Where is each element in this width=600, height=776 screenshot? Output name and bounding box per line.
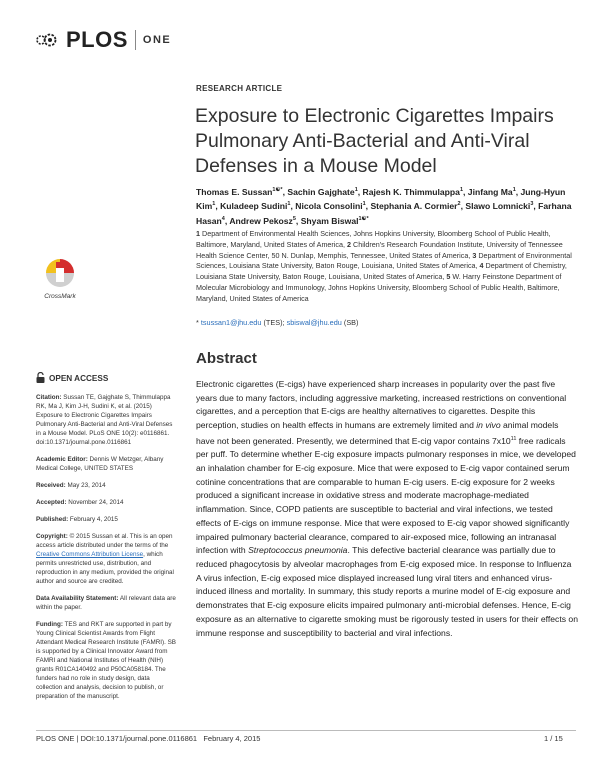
author-affiliation-marker: 5 bbox=[292, 215, 296, 222]
journal-name: ONE bbox=[142, 34, 172, 46]
author-name: Thomas E. Sussan bbox=[196, 186, 273, 197]
affiliation-text: Department of Environmental Sciences, Louisiana State University, Baton Rouge, Louisiana, United States of America, bbox=[196, 250, 572, 271]
email-link-tes[interactable]: tsussan1@jhu.edu bbox=[200, 318, 262, 327]
contact-who-2: (SB) bbox=[341, 318, 359, 327]
email-link-sb[interactable]: sbiswal@jhu.edu bbox=[286, 318, 342, 327]
open-lock-icon bbox=[36, 372, 45, 385]
author-affiliation-marker: 1 bbox=[512, 187, 516, 193]
data-availability: Data Availability Statement: All relevant data are within the paper. bbox=[36, 595, 176, 611]
author-name: Andrew Pekosz bbox=[229, 215, 293, 226]
author-affiliation-marker: 1 bbox=[212, 201, 216, 208]
author-name: Sachin Gajghate bbox=[287, 186, 355, 197]
funding: Funding: TES and RKT are supported in part by Young Clinical Scientist Awards from Flight Attendant Medical Research Institute (FAMRI). SB is supported by a Clinical Innovator Award from FAMRI and National Institutes of Health (NIH) grants R01CA140492 and P50CA058184. The funders had no role in study design, data collection and analysis, decision to publish, or preparation of the manuscript. bbox=[36, 621, 176, 700]
citation: Citation: Sussan TE, Gajghate S, Thimmulappa RK, Ma J, Kim J-H, Sudini K, et al. (2015) Exposure to Electronic Cigarettes Impairs Pulmonary Anti-Bacterial and Anti-Viral Defenses in a Mouse Model. PLoS ONE 10(2): e0116861. doi:10.1371/journal.pone.0116861 bbox=[36, 394, 173, 446]
article-sidebar bbox=[36, 372, 176, 709]
published-date: Published: February 4, 2015 bbox=[36, 516, 118, 523]
abstract-text: Electronic cigarettes (E-cigs) have experienced sharp increases in popularity over the past five years due to many factors, including aggressive marketing, increased restrictions on conventional cigarettes, and a perception that E-cigs are healthy alternatives to cigarettes. Despite this perception, studies on health effects in humans are extremely limited and in vivo animal models have not been generated. Presently, we determined that E-cig vapor contains $7x10^{11}$ free radicals per puff. To determine whether E-cig exposure impacts pulmonary responses in mice, we developed an inhalation chamber for E-cig exposure. Mice that were exposed to E-cig vapor contained serum cotinine concentrations that are comparable to human E-cig users. E-cig exposure for 2 weeks produced a significant increase in oxidative stress and moderate macrophage-mediated inflammation. Since, COPD patients are susceptible to bacterial and viral infections, we tested effects of E-cigs on immune response. Mice that were exposed to E-cig vapor showed significantly impaired pulmonary bacterial clearance, compared to air-exposed mice, following an intranasal infection with Streptococcus pneumonia. This defective bacterial clearance was partially due to reduced phagocytosis by alveolar macrophages from E-cig exposed mice. In response to Influenza A virus infection, E-cig exposed mice displayed increased lung viral titers and enhanced virus-induced illness and mortality. In summary, this study reports a murine model of E-cig exposure and demonstrates that E-cig exposure elicits impaired pulmonary anti-microbial defenses. Hence, E-cig exposure as an alternative to cigarette smoking must be rigorously tested in users for their effects on immune response and susceptibility to bacterial and viral infections. bbox=[196, 379, 578, 638]
open-access-label: OPEN ACCESS bbox=[49, 374, 109, 383]
affiliation-text: Department of Environmental Health Sciences, Johns Hopkins University, Bloomberg School of Public Health, Baltimore, Maryland, United States of America, bbox=[196, 229, 551, 249]
author-affiliation-marker: 3 bbox=[530, 201, 534, 208]
crossmark-icon[interactable] bbox=[40, 254, 80, 304]
author-name: Slawo Lomnicki bbox=[465, 201, 531, 212]
author-name: Kuladeep Sudini bbox=[220, 201, 288, 212]
cc-license-link[interactable]: Creative Commons Attribution License bbox=[36, 551, 144, 558]
logo-divider bbox=[135, 30, 136, 50]
page-number: 1 / 15 bbox=[544, 734, 563, 743]
author-name: Stephania A. Cormier bbox=[370, 201, 458, 212]
received-date: Received: May 23, 2014 bbox=[36, 482, 106, 489]
plos-logo-icon bbox=[36, 31, 62, 49]
author-affiliation-marker: 1 bbox=[354, 187, 358, 193]
open-access-badge bbox=[36, 372, 176, 385]
corresponding-contact bbox=[196, 318, 576, 327]
logo-text: PLOS bbox=[66, 27, 128, 52]
affiliation-number: 3 bbox=[472, 250, 479, 260]
svg-text:CrossMark: CrossMark bbox=[44, 293, 76, 300]
affiliation-number: 5 bbox=[446, 272, 453, 282]
plos-logo[interactable] bbox=[36, 28, 171, 52]
author-affiliation-marker: 1 bbox=[287, 201, 291, 208]
contact-who-1: (TES); bbox=[261, 318, 287, 327]
affiliations bbox=[196, 229, 576, 305]
author-name: Rajesh K. Thimmulappa bbox=[362, 186, 460, 197]
author-list: Thomas E. Sussan$^{1☯*}$, Sachin Gajghate$^1$, Rajesh K. Thimmulappa$^1$, Jinfang Ma$^1$, Jung-Hyun Kim$^1$, Kuladeep Sudini$^1$, Nicola Consolini$^1$, Stephania A. Cormier$^2$, Slawo Lomnicki$^3$, Farhana Hasan$^4$, Andrew Pekosz$^5$, Shyam Biswal$^{1☯*}$ bbox=[196, 186, 572, 226]
author-name: Jinfang Ma bbox=[467, 186, 513, 197]
footer-citation: PLOS ONE | DOI:10.1371/journal.pone.0116861 February 4, 2015 bbox=[36, 734, 261, 743]
author-affiliation-marker: 4 bbox=[221, 215, 225, 222]
academic-editor: Academic Editor: Dennis W Metzger, Albany Medical College, UNITED STATES bbox=[36, 456, 164, 472]
author-affiliation-marker: 1☯* bbox=[272, 187, 283, 193]
affiliation-number: 1 bbox=[196, 229, 202, 238]
article-title: Exposure to Electronic Cigarettes Impairs Pulmonary Anti-Bacterial and Anti-Viral Defenses in a Mouse Model bbox=[195, 105, 554, 177]
author-name: Farhana Hasan bbox=[196, 201, 572, 226]
abstract-heading: Abstract bbox=[196, 350, 257, 367]
author-name: Nicola Consolini bbox=[295, 201, 363, 212]
contact-star: * bbox=[196, 318, 201, 327]
author-affiliation-marker: 1☯* bbox=[358, 215, 369, 222]
affiliation-text: Children's Research Foundation Institute, University of Tennessee Health Science Center, 50 N. Dunlap, Memphis, Tennessee, United States of America, bbox=[196, 239, 563, 260]
author-name: Jung-Hyun Kim bbox=[196, 186, 566, 212]
affiliation-number: 4 bbox=[479, 261, 486, 271]
copyright: Copyright: © 2015 Sussan et al. This is an open access article distributed under the terms of the Creative Commons Attribution License, which permits unrestricted use, distribution, and reproduction in any medium, provided the original author and source are credited. bbox=[36, 533, 174, 585]
accepted-date: Accepted: November 24, 2014 bbox=[36, 499, 124, 506]
footer-divider bbox=[36, 730, 576, 731]
author-affiliation-marker: 1 bbox=[362, 201, 366, 208]
article-type: RESEARCH ARTICLE bbox=[196, 84, 283, 93]
affiliation-text: Department of Chemistry, Louisiana State University, Baton Rouge, Louisiana, United States of America, bbox=[196, 261, 567, 282]
affiliation-text: W. Harry Feinstone Department of Molecular Microbiology and Immunology, Johns Hopkins University, Bloomberg School of Public Health, Baltimore, Maryland, United States of America bbox=[196, 272, 562, 303]
author-name: Shyam Biswal bbox=[300, 215, 359, 226]
author-affiliation-marker: 2 bbox=[457, 201, 461, 208]
author-affiliation-marker: 1 bbox=[459, 187, 464, 193]
affiliation-number: 2 bbox=[347, 239, 353, 249]
